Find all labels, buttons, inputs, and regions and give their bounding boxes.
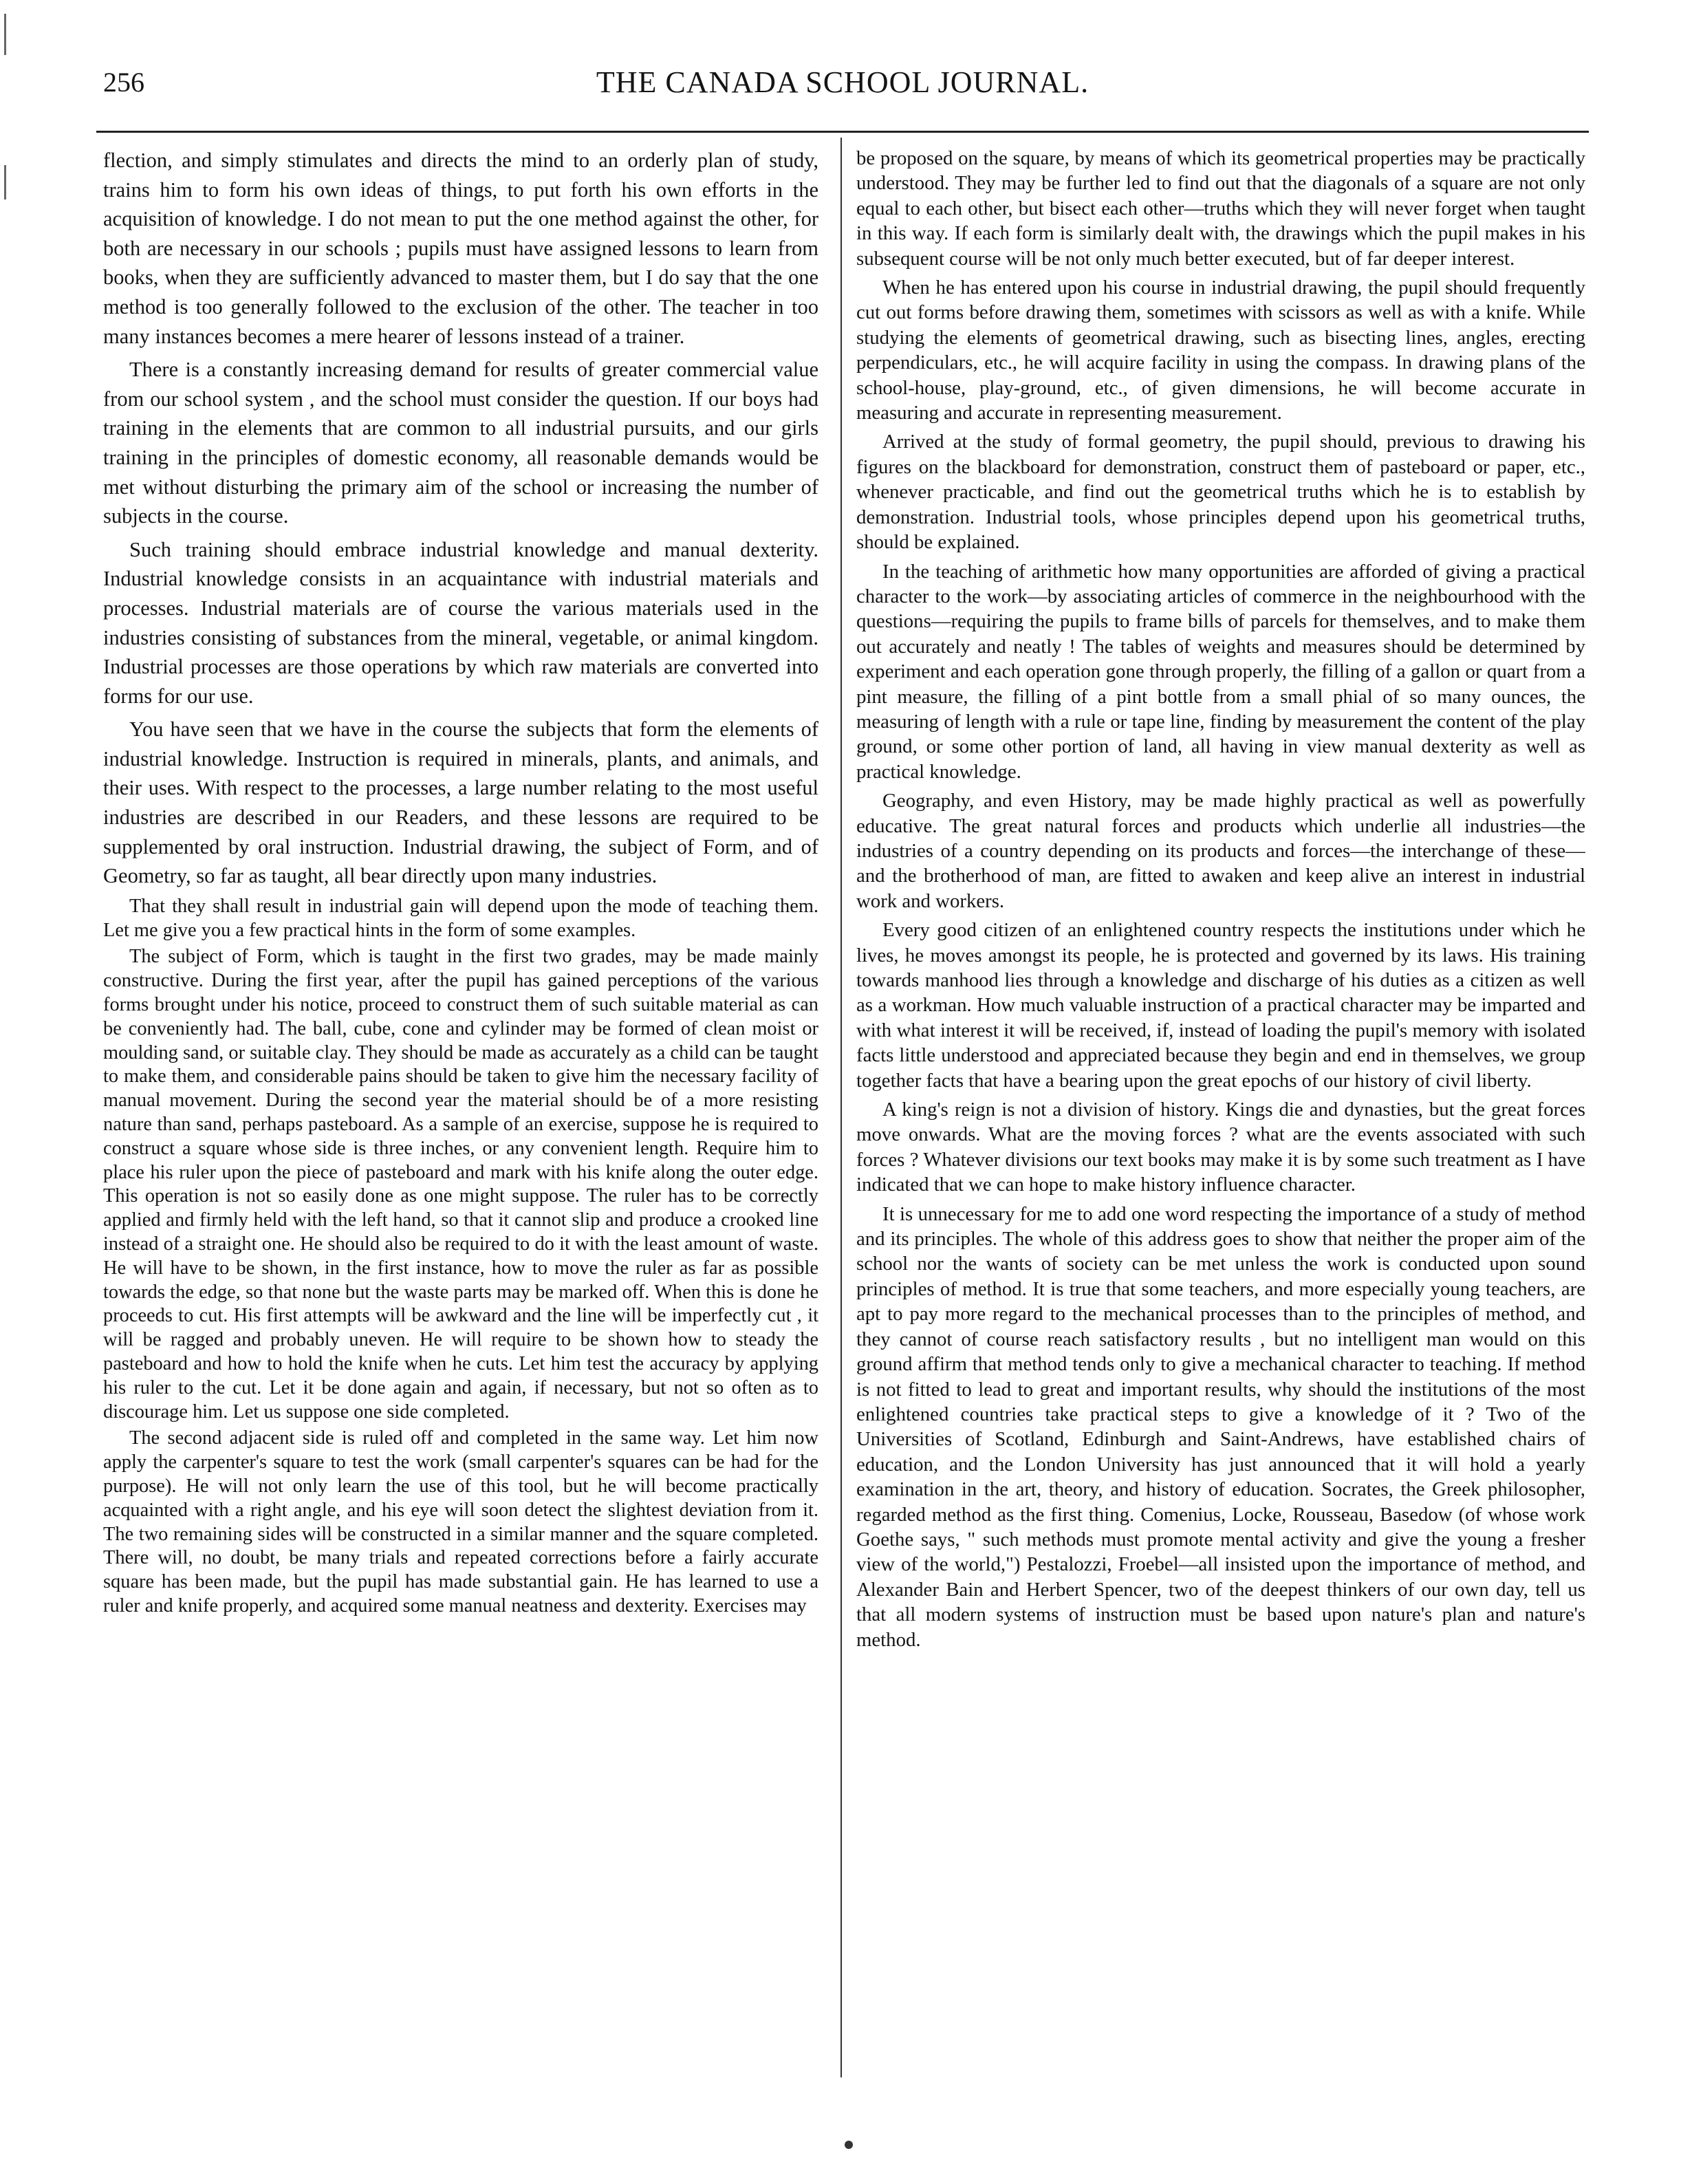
paragraph: be proposed on the square, by means of which its geometrical properties may be practically understood. They may be further led to find out that the diagonals of a square are not only equal to each other, but bisect each other—truths which they will never forget when taught in this way. If each form is similarly dealt with, the drawings which the pupil makes in his subsequent course will be not only much better executed, but of far deeper interest. bbox=[856, 147, 1585, 270]
paragraph: A king's reign is not a division of history. Kings die and dynasties, but the great forces move onwards. What are the moving forces ? what are the events associated with such forces ? Whatever divisions our text books may make it is by some such treatment as I have indicated that we can hope to make history influence character. bbox=[856, 1099, 1585, 1196]
right-column bbox=[856, 146, 1585, 1656]
paragraph: flection, and simply stimulates and directs the mind to an orderly plan of study, trains him to form his own ideas of things, to put forth his own efforts in the acquisition of knowledge. I do not mean to put the one method against the other, for both are necessary in our schools ; pupils must have assigned lessons to learn from books, when they are sufficiently advanced to master them, but I do say that the one method is too generally followed to the exclusion of the other. The teacher in too many instances becomes a mere hearer of lessons instead of a trainer. bbox=[103, 149, 818, 348]
printer-mark bbox=[845, 2141, 853, 2149]
paragraph: It is unnecessary for me to add one word respecting the importance of a study of method and its principles. The whole of this address goes to show that neither the proper aim of the school nor the wants of society can be met unless the work is conducted upon sound principles of method. It is true that some teachers, and more especially young teachers, are apt to pay more regard to the mechanical processes than to the principles of method, and they cannot of course reach satisfactory results , but no intelligent man would on this ground affirm that method tends only to give a mechanical character to teaching. If method is not fitted to lead to great and important results, why should the institutions of the most enlightened countries take practical steps to give a knowledge of it ? Two of the Universities of Scotland, Edinburgh and Saint-Andrews, have established chairs of education, and the London University has just announced that it will hold a yearly examination in the art, theory, and history of education. Socrates, the Greek philosopher, regarded method as the first thing. Comenius, Locke, Rousseau, Basedow (of whose work Goethe says, " such methods must promote mental activity and give the young a fresher view of the world,") Pestalozzi, Froebel—all insisted upon the importance of method, and Alexander Bain and Herbert Spencer, two of the deepest thinkers of our own day, tell us that all modern systems of instruction must be based upon nature's plan and nature's method. bbox=[856, 1202, 1585, 1651]
paragraph: Geography, and even History, may be made highly practical as well as powerfully educative. The great natural forces and products which underlie all industries—the industries of a country depending on its products and forces—the interchange of these—and the brotherhood of man, are fitted to awaken and keep alive an interest in industrial work and workers. bbox=[856, 790, 1585, 912]
paragraph: You have seen that we have in the course the subjects that form the elements of industrial knowledge. Instruction is required in minerals, plants, and animals, and their uses. With respect to the processes, a large number relating to the most useful industries are described in our Readers, and these lessons are required to be supplemented by oral instruction. Industrial drawing, the subject of Form, and of Geometry, so far as taught, all bear directly upon many industries. bbox=[103, 717, 818, 888]
paragraph: There is a constantly increasing demand for results of greater commercial value from our school system , and the school must consider the question. If our boys had training in the elements that are common to all industrial pursuits, and our girls training in the principles of domestic economy, all reasonable demands would be met without disturbing the primary aim of the school or increasing the number of subjects in the course. bbox=[103, 358, 818, 528]
paragraph: When he has entered upon his course in industrial drawing, the pupil should frequently cut out forms before drawing them, sometimes with scissors as well as with a knife. While studying the elements of geometrical drawing, such as bisecting lines, angles, erecting perpendiculars, etc., he will acquire facility in using the compass. In drawing plans of the school-house, play-ground, etc., of given dimensions, he will become accurate in measuring and accurate in representing measurement. bbox=[856, 277, 1585, 424]
paragraph: The subject of Form, which is taught in the first two grades, may be made mainly constructive. During the first year, after the pupil has gained perceptions of the various forms brought under his notice, proceed to construct them of such suitable material as can be conveniently had. The ball, cube, cone and cylinder may be formed of clean moist or moulding sand, or suitable clay. They should be made as accurately as a child can be taught to make them, and considerable pains should be taken to give him the necessary facility of manual movement. During the second year the material should be of a more resisting nature than sand, perhaps pasteboard. As a sample of an exercise, suppose he is required to construct a square whose side is three inches, or any convenient length. Require him to place his ruler upon the piece of pasteboard and mark with his knife along the outer edge. This operation is not so easily done as one might suppose. The ruler has to be correctly applied and firmly held with the left hand, so that it cannot slip and produce a crooked line instead of a straight one. He should also be required to do it with the least amount of waste. He will have to be shown, in the first instance, how to move the ruler as far as possible towards the edge, so that none but the waste parts may be marked off. When this is done he proceeds to cut. His first attempts will be awkward and the line will be imperfectly cut , it will be ragged and probably uneven. He will require to be shown how to steady the pasteboard and how to hold the knife when he cuts. Let him test the accuracy by applying his ruler to the cut. Let it be done again and again, if necessary, but not so often as to discourage him. Let us suppose one side completed. bbox=[103, 946, 818, 1423]
paragraph: Every good citizen of an enlightened country respects the institutions under which he lives, he moves amongst its people, he is protected and governed by its laws. His training towards manhood lies through a knowledge and discharge of his duties as a citizen as well as a workman. How much valuable instruction of a practical character may be imparted and with what interest it will be received, if, instead of loading the pupil's memory with isolated facts little understood and appreciated because they begin and end in themselves, we group together facts that have a bearing upon the great epochs of our history of civil liberty. bbox=[856, 919, 1585, 1092]
header-rule bbox=[96, 131, 1589, 133]
page-number: 256 bbox=[103, 67, 144, 98]
scan-edge-mark bbox=[4, 165, 6, 199]
journal-title: THE CANADA SCHOOL JOURNAL. bbox=[596, 65, 1089, 99]
left-column bbox=[103, 146, 818, 1621]
scan-edge-mark bbox=[4, 14, 6, 55]
paragraph: Such training should embrace industrial knowledge and manual dexterity. Industrial knowledge consists in an acquaintance with industrial materials and processes. Industrial materials are of course the various materials used in the industries consisting of substances from the mineral, vegetable, or animal kingdom. Industrial processes are those operations by which raw materials are converted into forms for our use. bbox=[103, 537, 818, 708]
column-divider bbox=[840, 138, 842, 2077]
paragraph: That they shall result in industrial gain will depend upon the mode of teaching them. Let me give you a few practical hints in the form of some examples. bbox=[103, 895, 818, 941]
paragraph: Arrived at the study of formal geometry, the pupil should, previous to drawing his figures on the blackboard for demonstration, construct them of pasteboard or paper, etc., whenever practicable, and find out the geometrical truths which he is to establish by demonstration. Industrial tools, whose principles depend upon his geometrical truths, should be explained. bbox=[856, 431, 1585, 554]
page-header bbox=[96, 62, 1589, 110]
paragraph: In the teaching of arithmetic how many opportunities are afforded of giving a practical character to the work—by associating articles of commerce in the neighbourhood with the questions—requiring the pupils to frame bills of parcels for themselves, and to make them out accurately and neatly ! The tables of weights and measures should be determined by experiment and each operation gone through properly, the filling of a gallon or quart from a pint measure, the filling of a pint bottle from a small phial of so many ounces, the measuring of length with a rule or tape line, finding by measurement the content of the play ground, or some other portion of land, all having in view manual dexterity as well as practical knowledge. bbox=[856, 560, 1585, 783]
paragraph: The second adjacent side is ruled off and completed in the same way. Let him now apply the carpenter's square to test the work (small carpenter's squares can be had for the purpose). He will not only learn the use of this tool, but he will become practically acquainted with a right angle, and his eye will soon detect the slightest deviation from it. The two remaining sides will be constructed in a similar manner and the square completed. There will, no doubt, be many trials and repeated corrections before a fairly accurate square has been made, but the pupil has made substantial gain. He has learned to use a ruler and knife properly, and acquired some manual neatness and dexterity. Exercises may bbox=[103, 1427, 818, 1617]
